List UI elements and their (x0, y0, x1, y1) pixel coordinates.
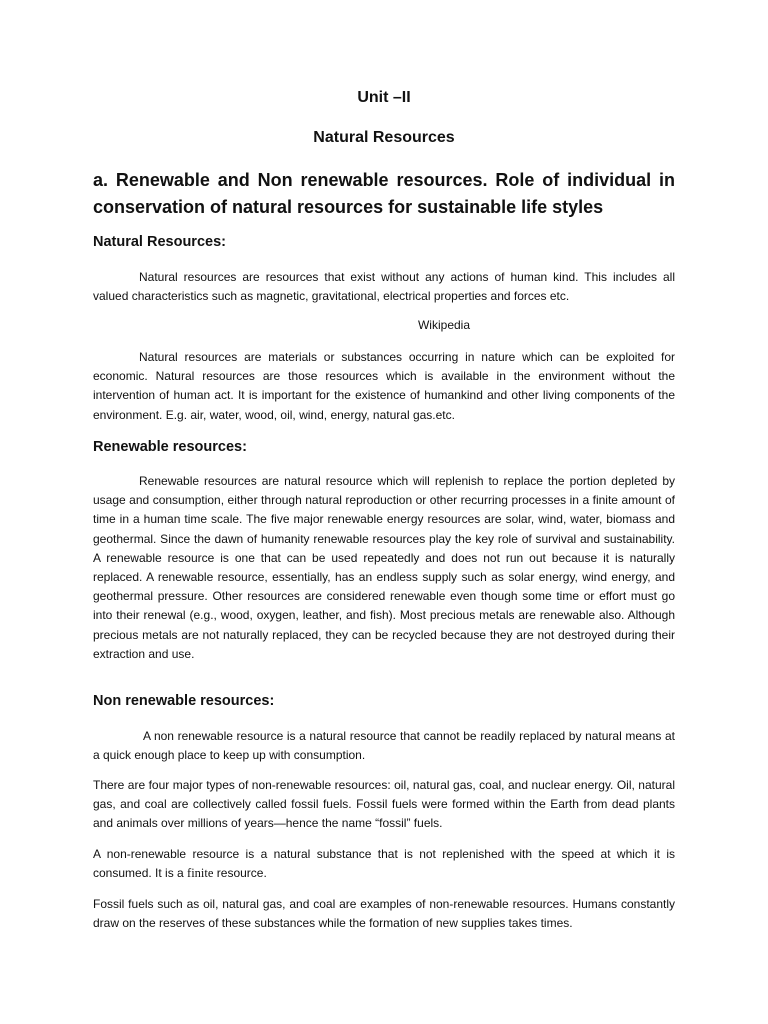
non-renewable-resources-heading: Non renewable resources: (93, 693, 275, 709)
chapter-title: Natural Resources (313, 129, 455, 146)
section-heading: a. Renewable and Non renewable resources. Role of individual in conservation of natural resources for sustainable life styles (93, 170, 675, 217)
renewable-resources-paragraph: Renewable resources are natural resource which will replenish to replace the portion depleted by usage and consumption, either through natural reproduction or other recurring processes in a finite amount of time in a human time scale. The five major renewable energy resources are solar, wind, water, biomass and geothermal. Since the dawn of humanity renewable resources play the key role of survival and sustainability. A renewable resource is one that can be used repeatedly and does not run out because it is naturally replaced. A renewable resource, essentially, has an endless supply such as solar energy, wind energy, and geothermal pressure. Other resources are considered renewable even though some time or effort must go into their renewal (e.g., wood, oxygen, leather, and fish). Most precious metals are renewable also. Although precious metals are not naturally replaced, they can be recycled because they are not destroyed during their extraction and use. (93, 474, 675, 661)
paragraph-3-start: A non-renewable resource is a natural substance that is not replenished with the speed at which it is consumed. It is a (93, 847, 675, 881)
natural-resources-paragraph-2: Natural resources are materials or substances occurring in nature which can be exploited for economic. Natural resources are those resources which is available in the environment without the intervention of human act. It is important for the existence of humankind and other living components of the environment. E.g. air, water, wood, oil, wind, energy, natural gas.etc. (93, 350, 675, 422)
finite-word: finite (187, 866, 214, 881)
paragraph-3-end: resource. (213, 866, 267, 881)
renewable-resources-heading: Renewable resources: (93, 439, 247, 455)
non-renewable-paragraph-4: Fossil fuels such as oil, natural gas, and coal are examples of non-renewable resources. Humans constantly draw on the reserves of these substances while the formation of new supplies takes times. (93, 897, 675, 931)
non-renewable-paragraph-2: There are four major types of non-renewable resources: oil, natural gas, coal, and nuclear energy. Oil, natural gas, and coal are collectively called fossil fuels. Fossil fuels were formed within the Earth from dead plants and animals over millions of years—hence the name “fossil” fuels. (93, 778, 675, 831)
natural-resources-paragraph-1: Natural resources are resources that exist without any actions of human kind. This includes all valued characteristics such as magnetic, gravitational, electrical properties and forces etc. (93, 270, 675, 304)
non-renewable-paragraph-3 (93, 845, 675, 883)
source-citation: Wikipedia (417, 318, 471, 332)
natural-resources-heading: Natural Resources: (93, 234, 226, 250)
unit-title: Unit –II (357, 89, 411, 106)
non-renewable-paragraph-1: A non renewable resource is a natural resource that cannot be readily replaced by natural means at a quick enough place to keep up with consumption. (93, 729, 675, 763)
